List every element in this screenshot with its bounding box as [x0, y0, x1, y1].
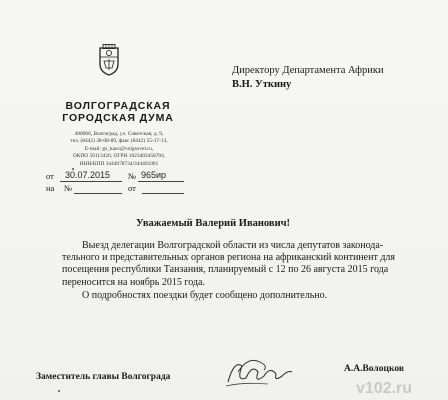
number-prefix: № [128, 171, 137, 181]
number-underline [138, 181, 184, 182]
handwritten-signature [224, 352, 294, 392]
scan-speck [72, 168, 74, 170]
letter-number: 965ир [141, 170, 167, 180]
body-line: тельного и представительных органов региона на африканский континент для [62, 252, 395, 264]
address-line: ИНН/КПП 3444078734/344401001 [79, 160, 159, 167]
ref-date-underline [142, 193, 184, 194]
organization-name-line2: ГОРОДСКАЯ ДУМА [62, 112, 174, 124]
salutation: Уважаемый Валерий Иванович! [136, 218, 291, 229]
address-line: ОКПО 50113420, ОГРН 1023403458704, [72, 153, 166, 160]
address-line: тел. (8442) 38-08-89, факс (8442) 55-17-13, [70, 138, 168, 145]
scan-speck [58, 390, 60, 392]
address-line: E-mail: gs_kanc@volgsovet.ru, [84, 145, 154, 152]
date-underline [60, 181, 122, 182]
body-paragraph-2: О подробностях поездки будет сообщено дополнительно. [82, 289, 328, 301]
recipient-block [232, 64, 384, 92]
organization-name [62, 100, 174, 124]
body-line: переносится на ноябрь 2015 года. [62, 276, 205, 288]
letter-body [62, 240, 395, 302]
address-line: 400066, Волгоград, ул. Советская, д. 9, [74, 131, 164, 137]
ref-prefix: на [46, 183, 55, 193]
body-line: Выезд делегации Волгоградской области из числа депутатов законода- [82, 240, 384, 251]
letter-date: 30.07.2015 [65, 170, 111, 180]
ref-number-underline [74, 193, 122, 194]
organization-address [55, 131, 183, 168]
recipient-position: Директору Департамента Африки [232, 65, 384, 76]
date-prefix: от [46, 171, 54, 181]
organization-name-line1: ВОЛГОГРАДСКАЯ [65, 100, 171, 112]
recipient-name: В.Н. Уткину [232, 79, 292, 90]
watermark: v102.ru [356, 380, 413, 397]
signatory-title: Заместитель главы Волгограда [36, 372, 171, 382]
coat-of-arms-icon [96, 44, 122, 76]
body-line: посещения республики Танзания, планируемый с 12 по 26 августа 2015 года [62, 264, 389, 276]
ref-number-prefix: № [64, 183, 73, 193]
ref-from-prefix: от [128, 183, 136, 193]
signatory-name: А.А.Волоцков [344, 364, 404, 374]
